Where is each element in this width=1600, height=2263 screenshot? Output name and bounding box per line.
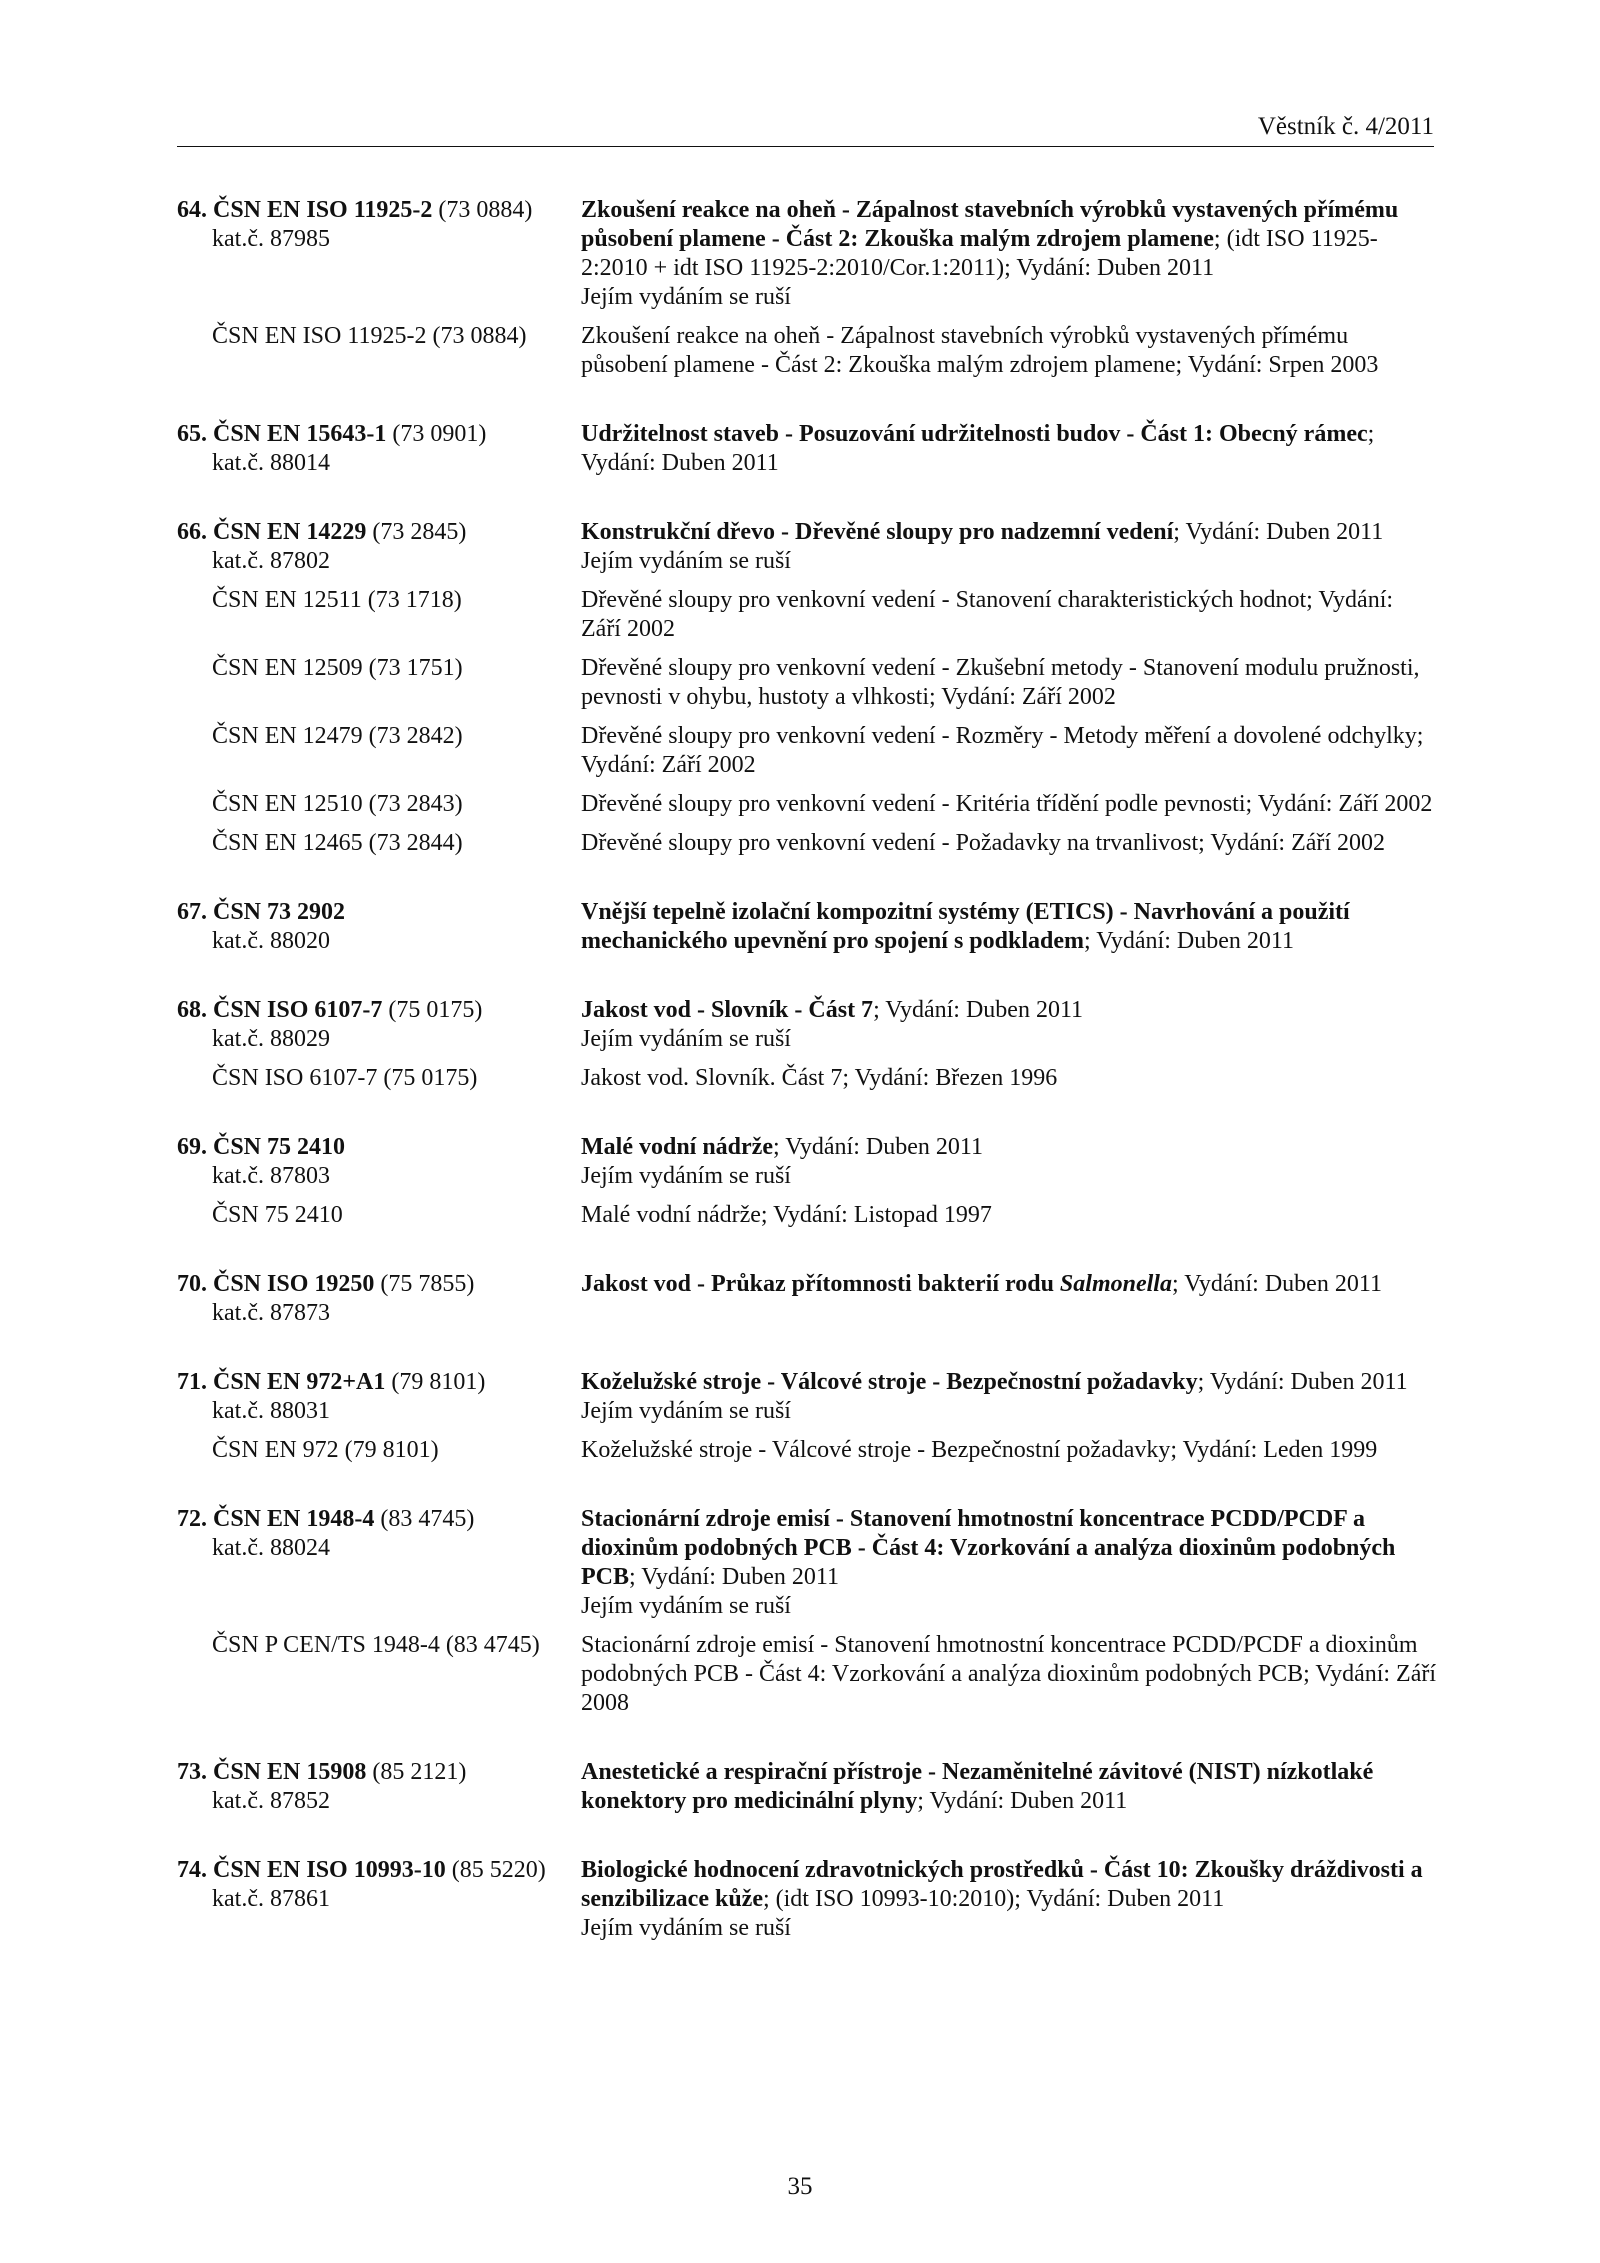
replaced-standard-identifier: [177, 1436, 581, 1465]
edition-info: ; (idt ISO 10993-10:2010); Vydání: Duben 2011: [762, 1886, 1225, 1912]
replaced-standard-identifier: [177, 1064, 581, 1093]
standard-designation: [177, 1758, 581, 1787]
entry-main-row: [177, 1270, 1437, 1328]
entry-identifier: [177, 196, 581, 312]
replaced-standard-row: [177, 1201, 1437, 1230]
standard-designation: [177, 898, 581, 927]
entry-main-row: [177, 196, 1437, 312]
replaced-standard-identifier: [177, 722, 581, 780]
edition-info: ; Vydání: Duben 2011: [1083, 928, 1294, 954]
standard-entry: [177, 1133, 1437, 1230]
replaced-standard-number: ČSN P CEN/TS 1948-4 (83 4745): [212, 1632, 540, 1658]
classification-code: (75 0175): [382, 997, 483, 1023]
entry-number: 65.: [177, 421, 207, 447]
entry-title-line: [581, 1133, 1437, 1162]
replaced-standard-description: Dřevěné sloupy pro venkovní vedení - Kritéria třídění podle pevnosti; Vydání: Září 2002: [581, 791, 1433, 817]
replaced-standard-row: [177, 829, 1437, 858]
cancellation-note: Jejím vydáním se ruší: [581, 548, 791, 574]
catalogue-number: kat.č. 87873: [212, 1300, 330, 1326]
entry-main-row: [177, 1505, 1437, 1621]
catalogue-number: kat.č. 88024: [212, 1535, 330, 1561]
replaced-standard-identifier: [177, 1201, 581, 1230]
replaced-standard-number: ČSN EN ISO 11925-2 (73 0884): [212, 323, 527, 349]
standard-number: ČSN EN 15643-1: [213, 421, 387, 447]
entry-identifier: [177, 898, 581, 956]
standard-entry: [177, 1856, 1437, 1943]
catalogue-number: kat.č. 87861: [212, 1886, 330, 1912]
replaced-standard-number: ČSN ISO 6107-7 (75 0175): [212, 1065, 478, 1091]
replaced-standard-number: ČSN EN 12511 (73 1718): [212, 587, 462, 613]
edition-info: ; Vydání: Duben 2011: [629, 1564, 839, 1590]
standard-designation: [177, 1505, 581, 1534]
entry-description: [581, 1758, 1437, 1816]
classification-code: (85 5220): [445, 1857, 546, 1883]
catalogue-number: kat.č. 87985: [212, 226, 330, 252]
replaced-standard-row: [177, 654, 1437, 712]
entry-description: [581, 1270, 1437, 1328]
standard-entry: [177, 1505, 1437, 1718]
replaced-standard-row: [177, 1631, 1437, 1718]
edition-info: ; Vydání: Duben 2011: [581, 421, 1375, 476]
replaced-standard-identifier: [177, 790, 581, 819]
entry-main-row: [177, 996, 1437, 1054]
standard-entry: [177, 420, 1437, 478]
entry-identifier: [177, 1368, 581, 1426]
entry-description: [581, 420, 1437, 478]
replaced-standard-description: Koželužské stroje - Válcové stroje - Bezpečnostní požadavky; Vydání: Leden 1999: [581, 1437, 1378, 1463]
standard-entry: [177, 1758, 1437, 1816]
edition-info: ; Vydání: Duben 2011: [917, 1788, 1128, 1814]
standard-title: Konstrukční dřevo - Dřevěné sloupy pro nadzemní vedení: [581, 519, 1174, 545]
standard-designation: [177, 518, 581, 547]
standard-entry: [177, 1368, 1437, 1465]
entry-identifier: [177, 1270, 581, 1328]
replaced-standard-identifier: [177, 654, 581, 712]
entry-title-line: [581, 1758, 1437, 1816]
classification-code: (73 2845): [366, 519, 467, 545]
replaced-standard-description: Stacionární zdroje emisí - Stanovení hmotnostní koncentrace PCDD/PCDF a dioxinům podobných PCB - Část 4: Vzorkování a analýza dioxinům podobných PCB; Vydání: Září 2008: [581, 1632, 1437, 1716]
catalogue-number: kat.č. 88020: [212, 928, 330, 954]
cancellation-note: Jejím vydáním se ruší: [581, 1915, 791, 1941]
standard-title: Vnější tepelně izolační kompozitní systémy (ETICS) - Navrhování a použití mechanického upevnění pro spojení s podkladem: [581, 899, 1350, 954]
entry-title-line: [581, 420, 1437, 478]
replaced-standard-row: [177, 722, 1437, 780]
entry-identifier: [177, 1133, 581, 1191]
entry-number: 69.: [177, 1134, 207, 1160]
entry-title-line: [581, 1505, 1437, 1592]
standard-entry: [177, 196, 1437, 380]
standard-number: ČSN ISO 6107-7: [213, 997, 383, 1023]
standard-number: ČSN EN 15908: [213, 1759, 367, 1785]
standard-number: ČSN EN 972+A1: [213, 1369, 386, 1395]
entry-title-line: [581, 518, 1437, 547]
standard-title: Jakost vod - Slovník - Část 7: [581, 997, 874, 1023]
standard-number: ČSN 73 2902: [213, 899, 346, 925]
entry-title-line: [581, 1368, 1437, 1397]
cancellation-note: Jejím vydáním se ruší: [581, 1398, 791, 1424]
entry-main-row: [177, 1758, 1437, 1816]
catalogue-number: kat.č. 88031: [212, 1398, 330, 1424]
entry-main-row: [177, 420, 1437, 478]
replaced-standard-row: [177, 1436, 1437, 1465]
replaced-standard-description: Dřevěné sloupy pro venkovní vedení - Rozměry - Metody měření a dovolené odchylky; Vydání: Září 2002: [581, 723, 1424, 778]
standard-title: Malé vodní nádrže: [581, 1134, 773, 1160]
standard-title: Anestetické a respirační přístroje - Nezaměnitelné závitové (NIST) nízkotlaké konektory pro medicinální plyny: [581, 1759, 1374, 1814]
replaced-standard-number: ČSN EN 12509 (73 1751): [212, 655, 463, 681]
entry-identifier: [177, 996, 581, 1054]
replaced-standard-identifier: [177, 322, 581, 380]
standard-entry: [177, 898, 1437, 956]
entry-description: [581, 898, 1437, 956]
edition-info: ; Vydání: Duben 2011: [1197, 1369, 1408, 1395]
standard-number: ČSN EN ISO 11925-2: [213, 197, 433, 223]
standards-list: [177, 196, 1437, 1983]
classification-code: (75 7855): [374, 1271, 475, 1297]
header-rule: [177, 146, 1434, 147]
standard-entry: [177, 996, 1437, 1093]
replaced-standard-number: ČSN 75 2410: [212, 1202, 343, 1228]
cancellation-note: Jejím vydáním se ruší: [581, 1026, 791, 1052]
edition-info: ; Vydání: Duben 2011: [1173, 519, 1384, 545]
edition-info: ; Vydání: Duben 2011: [773, 1134, 983, 1160]
entry-main-row: [177, 1856, 1437, 1943]
replaced-standard-row: [177, 1064, 1437, 1093]
entry-description: [581, 1368, 1437, 1426]
standard-title: Zkoušení reakce na oheň - Zápalnost stavebních výrobků vystavených přímému působení plamene - Část 2: Zkouška malým zdrojem plamene: [581, 197, 1399, 252]
entry-identifier: [177, 1758, 581, 1816]
entry-main-row: [177, 898, 1437, 956]
cancellation-note: Jejím vydáním se ruší: [581, 284, 791, 310]
standard-number: ČSN EN 14229: [213, 519, 367, 545]
catalogue-number: kat.č. 87802: [212, 548, 330, 574]
standard-entry: [177, 1270, 1437, 1328]
catalogue-number: kat.č. 88029: [212, 1026, 330, 1052]
entry-number: 73.: [177, 1759, 207, 1785]
entry-title-line: [581, 1270, 1437, 1299]
entry-number: 68.: [177, 997, 207, 1023]
catalogue-number: kat.č. 87803: [212, 1163, 330, 1189]
replaced-standard-description: Dřevěné sloupy pro venkovní vedení - Zkušební metody - Stanovení modulu pružnosti, pevnosti v ohybu, hustoty a vlhkosti; Vydání: Září 2002: [581, 655, 1420, 710]
standard-number: ČSN 75 2410: [213, 1134, 346, 1160]
entry-title-line: [581, 996, 1437, 1025]
standard-number: ČSN ISO 19250: [213, 1271, 375, 1297]
entry-main-row: [177, 1133, 1437, 1191]
entry-main-row: [177, 518, 1437, 576]
standard-designation: [177, 996, 581, 1025]
standard-title: Biologické hodnocení zdravotnických prostředků - Část 10: Zkoušky dráždivosti a senzibilizace kůže: [581, 1857, 1423, 1912]
entry-description: [581, 518, 1437, 576]
replaced-standard-description: Zkoušení reakce na oheň - Zápalnost stavebních výrobků vystavených přímému působení plamene - Část 2: Zkouška malým zdrojem plamene; Vydání: Srpen 2003: [581, 323, 1379, 378]
standard-number: ČSN EN 1948-4: [213, 1506, 375, 1532]
replaced-standard-number: ČSN EN 12479 (73 2842): [212, 723, 463, 749]
replaced-standard-number: ČSN EN 12465 (73 2844): [212, 830, 463, 856]
entry-identifier: [177, 420, 581, 478]
entry-description: [581, 196, 1437, 312]
replaced-standard-row: [177, 322, 1437, 380]
entry-identifier: [177, 518, 581, 576]
edition-info: ; Vydání: Duben 2011: [873, 997, 1084, 1023]
entry-number: 66.: [177, 519, 207, 545]
classification-code: (79 8101): [385, 1369, 486, 1395]
entry-title-line: [581, 196, 1437, 283]
standard-number: ČSN EN ISO 10993-10: [213, 1857, 446, 1883]
standard-designation: [177, 1270, 581, 1299]
entry-number: 67.: [177, 899, 207, 925]
entry-number: 74.: [177, 1857, 207, 1883]
entry-main-row: [177, 1368, 1437, 1426]
entry-number: 64.: [177, 197, 207, 223]
entry-identifier: [177, 1856, 581, 1943]
replaced-standard-description: Dřevěné sloupy pro venkovní vedení - Stanovení charakteristických hodnot; Vydání: Září 2002: [581, 587, 1394, 642]
standard-title: Koželužské stroje - Válcové stroje - Bezpečnostní požadavky: [581, 1369, 1198, 1395]
standard-designation: [177, 196, 581, 225]
entry-title-line: [581, 898, 1437, 956]
standard-title: Stacionární zdroje emisí - Stanovení hmotnostní koncentrace PCDD/PCDF a dioxinům podobných PCB - Část 4: Vzorkování a analýza dioxinům podobných PCB: [581, 1506, 1396, 1590]
standard-title: Udržitelnost staveb - Posuzování udržitelnosti budov - Část 1: Obecný rámec: [581, 421, 1368, 447]
entry-number: 72.: [177, 1506, 207, 1532]
classification-code: (83 4745): [374, 1506, 475, 1532]
entry-identifier: [177, 1505, 581, 1621]
replaced-standard-description: Malé vodní nádrže; Vydání: Listopad 1997: [581, 1202, 992, 1228]
entry-description: [581, 996, 1437, 1054]
standard-title: Jakost vod - Průkaz přítomnosti bakterií rodu: [581, 1271, 1060, 1297]
standard-designation: [177, 420, 581, 449]
standard-entry: [177, 518, 1437, 858]
cancellation-note: Jejím vydáním se ruší: [581, 1163, 791, 1189]
catalogue-number: kat.č. 87852: [212, 1788, 330, 1814]
entry-number: 70.: [177, 1271, 207, 1297]
classification-code: (85 2121): [366, 1759, 467, 1785]
edition-info: ; (idt ISO 11925-2:2010 + idt ISO 11925-2:2010/Cor.1:2011); Vydání: Duben 2011: [581, 226, 1378, 281]
entry-description: [581, 1133, 1437, 1191]
entry-title-line: [581, 1856, 1437, 1914]
edition-info: ; Vydání: Duben 2011: [1171, 1271, 1382, 1297]
replaced-standard-description: Dřevěné sloupy pro venkovní vedení - Požadavky na trvanlivost; Vydání: Září 2002: [581, 830, 1386, 856]
replaced-standard-number: ČSN EN 972 (79 8101): [212, 1437, 439, 1463]
entry-description: [581, 1856, 1437, 1943]
replaced-standard-identifier: [177, 829, 581, 858]
replaced-standard-description: Jakost vod. Slovník. Část 7; Vydání: Březen 1996: [581, 1065, 1058, 1091]
replaced-standard-number: ČSN EN 12510 (73 2843): [212, 791, 463, 817]
page-number: 35: [787, 2173, 813, 2200]
classification-code: (73 0884): [432, 197, 533, 223]
cancellation-note: Jejím vydáním se ruší: [581, 1593, 791, 1619]
bulletin-header-title: Věstník č. 4/2011: [1257, 113, 1434, 140]
replaced-standard-row: [177, 586, 1437, 644]
standard-title-italic: Salmonella: [1059, 1271, 1172, 1297]
standard-designation: [177, 1368, 581, 1397]
replaced-standard-identifier: [177, 1631, 581, 1718]
classification-code: (73 0901): [386, 421, 487, 447]
replaced-standard-row: [177, 790, 1437, 819]
catalogue-number: kat.č. 88014: [212, 450, 330, 476]
entry-number: 71.: [177, 1369, 207, 1395]
standard-designation: [177, 1856, 581, 1885]
replaced-standard-identifier: [177, 586, 581, 644]
standard-designation: [177, 1133, 581, 1162]
entry-description: [581, 1505, 1437, 1621]
